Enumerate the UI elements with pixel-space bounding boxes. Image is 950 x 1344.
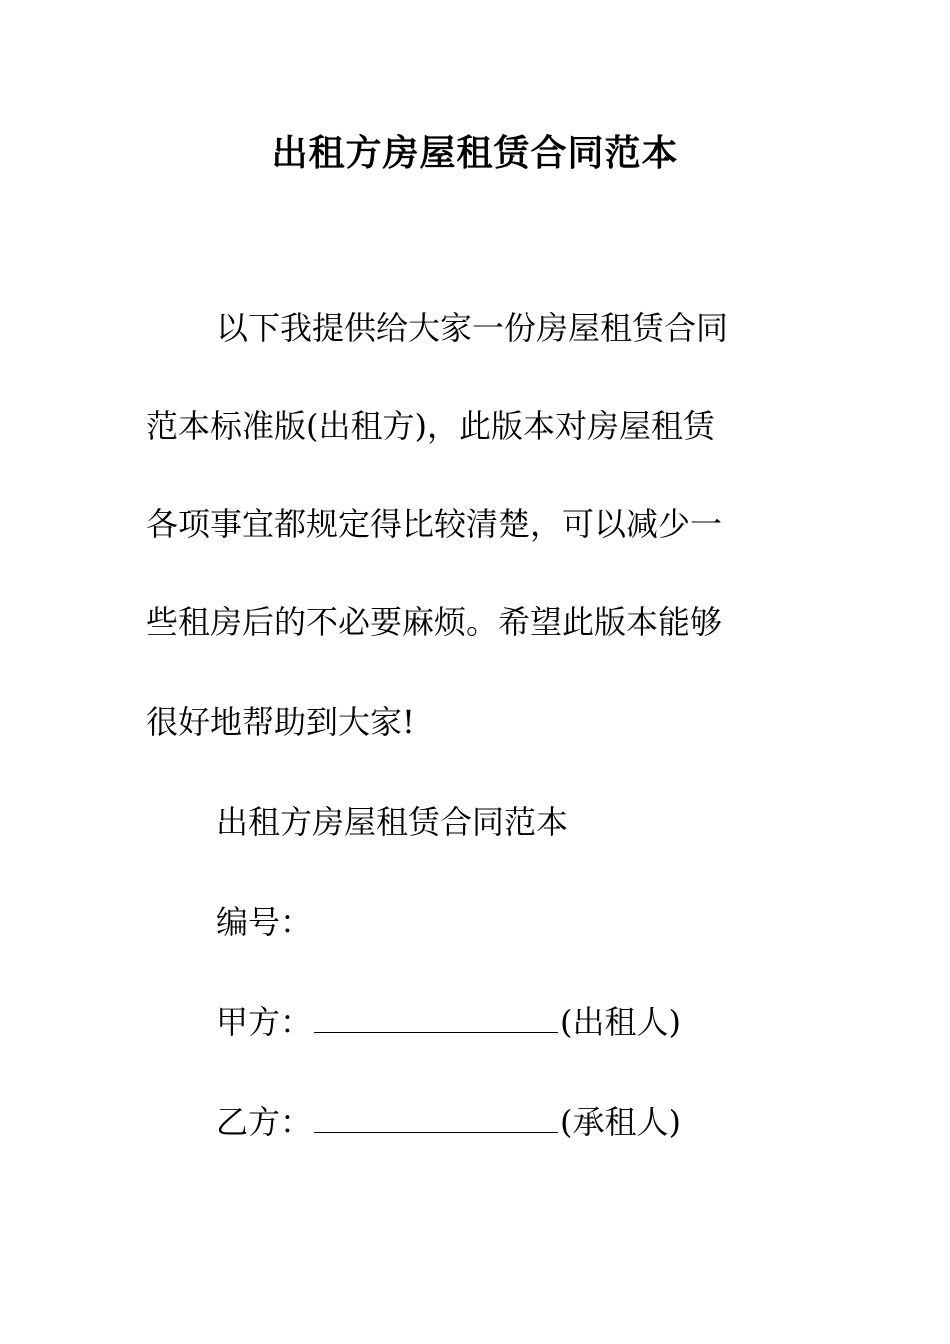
contract-title: 出租方房屋租赁合同范本: [216, 803, 569, 841]
party-b-row: [216, 1100, 856, 1144]
intro-line-2: 范本标准版(出租方)，此版本对房屋租赁: [146, 407, 715, 445]
intro-line-3: 各项事宜都规定得比较清楚，可以减少一: [146, 505, 723, 543]
intro-line-5: 很好地帮助到大家!: [146, 703, 415, 741]
party-a-role: (出租人): [560, 1003, 681, 1041]
party-a-label: 甲方：: [216, 1003, 313, 1041]
intro-line-4: 些租房后的不必要麻烦。希望此版本能够: [146, 603, 723, 641]
party-b-blank-line: [314, 1102, 558, 1133]
party-a-blank-line: [314, 1002, 558, 1033]
contract-number-label: 编号：: [216, 903, 313, 941]
document-title: 出租方房屋租赁合同范本: [271, 132, 679, 174]
party-b-label: 乙方：: [216, 1103, 313, 1141]
party-b-role: (承租人): [560, 1103, 681, 1141]
intro-line-1: 以下我提供给大家一份房屋租赁合同: [216, 309, 729, 347]
party-a-row: [216, 1000, 856, 1044]
